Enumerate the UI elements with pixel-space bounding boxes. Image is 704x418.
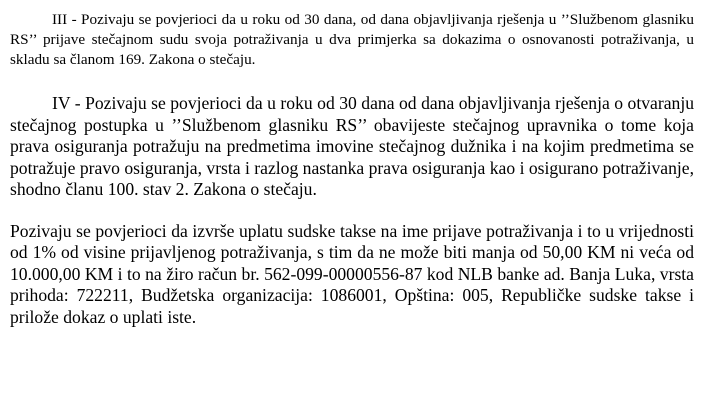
paragraph-iii: III - Pozivaju se povjerioci da u roku od 30 dana, od dana objavljivanja rješenja u ’’Službenom glasniku RS’’ prijave stečajnom sudu svoja potraživanja u dva primjerka sa dokazima o osnovanosti potraživanja, u skladu sa članom 169. Zakona o stečaju. xyxy=(10,11,694,68)
document-body xyxy=(10,0,694,328)
paragraph-iv: IV - Pozivaju se povjerioci da u roku od 30 dana od dana objavljivanja rješenja o otvaranju stečajnog postupka u ’’Službenom glasniku RS’’ obavijeste stečajnog upravnika o tome koja prava osiguranja potražuju na predmetima imovine stečajnog dužnika i na kojim predmetima se potražuje pravo osiguranja, vrsta i razlog nastanka prava osiguranja kao i osigurano potraživanje, shodno članu 100. stav 2. Zakona o stečaju. xyxy=(10,93,694,199)
paragraph-court-fee: Pozivaju se povjerioci da izvrše uplatu sudske takse na ime prijave potraživanja i to u vrijednosti od 1% od visine prijavljenog potraživanja, s tim da ne može biti manja od 50,00 KM ni veća od 10.000,00 KM i to na žiro račun br. 562-099-00000556-87 kod NLB banke ad. Banja Luka, vrsta prihoda: 722211, Budžetska organizacija: 1086001, Opština: 005, Republičke sudske takse i prilože dokaz o uplati iste. xyxy=(10,220,694,327)
